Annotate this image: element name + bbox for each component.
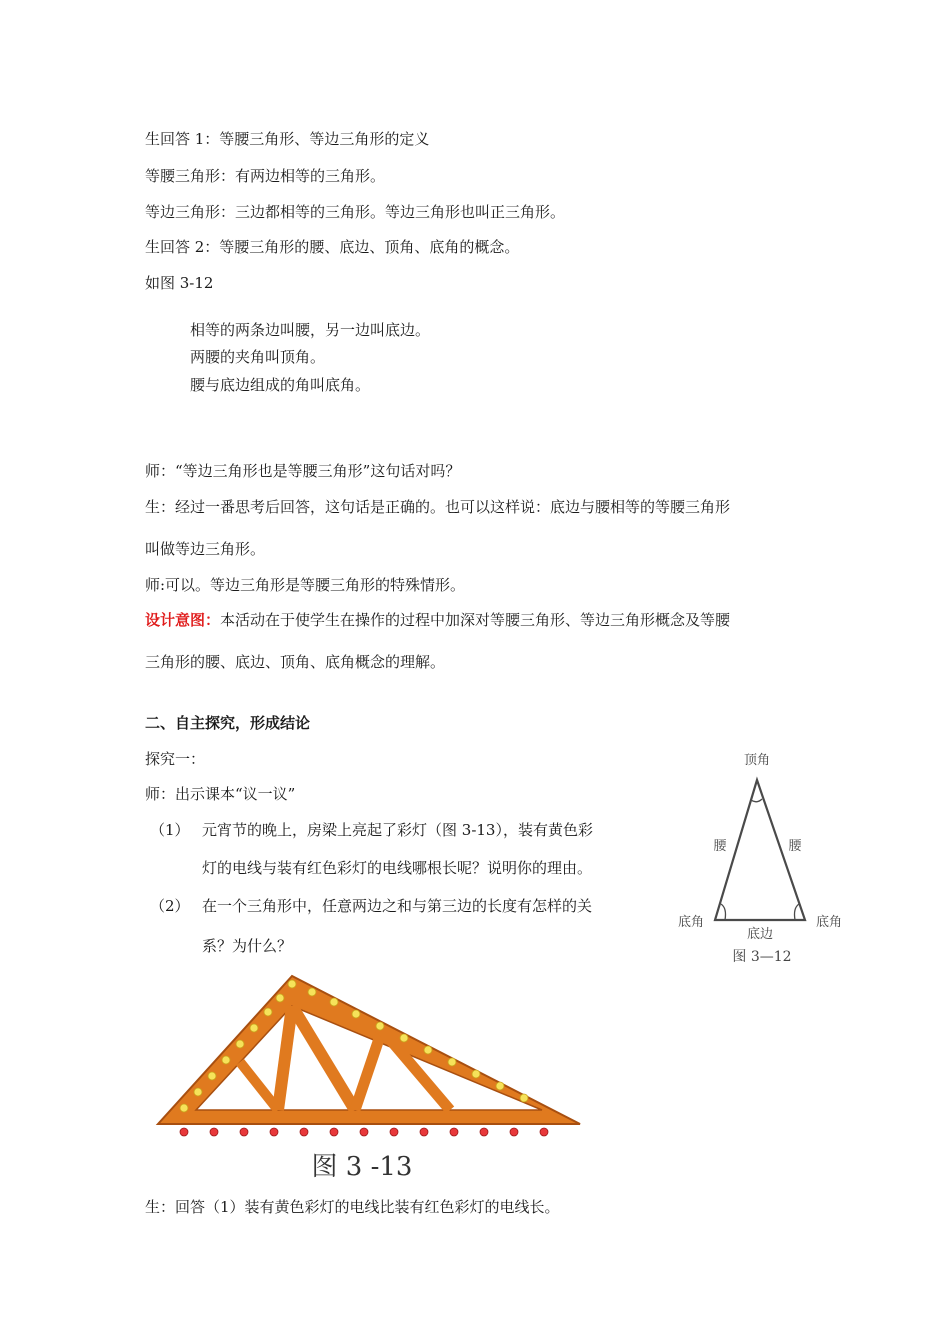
label-apex: 顶角 xyxy=(743,753,771,768)
text-line: 生回答 1：等腰三角形、等边三角形的定义 xyxy=(145,130,430,148)
base-angle-arc-right xyxy=(795,904,800,920)
text-line: 生：经过一番思考后回答，这句话是正确的。也可以这样说：底边与腰相等的等腰三角形 xyxy=(145,498,731,516)
label-base-angle-left: 底角 xyxy=(677,915,705,930)
text-line: 生：回答（1）装有黄色彩灯的电线比装有红色彩灯的电线长。 xyxy=(145,1198,560,1216)
figure-caption: 图 3 -13 xyxy=(311,1152,413,1182)
text-line: 如图 3-12 xyxy=(145,274,214,292)
question-text: 在一个三角形中，任意两边之和与第三边的长度有怎样的关 xyxy=(202,897,593,915)
label-leg-left: 腰 xyxy=(713,839,727,854)
definition-line: 相等的两条边叫腰，另一边叫底边。 xyxy=(190,321,431,339)
definition-line: 两腰的夹角叫顶角。 xyxy=(190,348,326,366)
text-line: 探究一： xyxy=(145,750,206,768)
text-line: 等边三角形：三边都相等的三角形。等边三角形也叫正三角形。 xyxy=(145,203,566,221)
definition-line: 腰与底边组成的角叫底角。 xyxy=(190,376,371,394)
design-intent-paragraph xyxy=(145,609,730,630)
label-leg-right: 腰 xyxy=(788,839,802,854)
design-intent-label: 设计意图： xyxy=(145,611,221,629)
question-number: （1） xyxy=(150,821,190,839)
label-base-angle-right: 底角 xyxy=(815,915,843,930)
question-number: （2） xyxy=(150,897,190,915)
figure-caption: 图 3—12 xyxy=(732,949,792,965)
text-line: 生回答 2：等腰三角形的腰、底边、顶角、底角的概念。 xyxy=(145,238,520,256)
apex-angle-arc xyxy=(751,799,762,802)
figure-3-12 xyxy=(665,742,855,972)
question-text: 系？为什么？ xyxy=(202,937,293,955)
label-base: 底边 xyxy=(746,927,774,942)
text-line: 师:可以。等边三角形是等腰三角形的特殊情形。 xyxy=(145,576,466,594)
base-angle-arc-left xyxy=(721,904,726,920)
text-line: 师：“等边三角形也是等腰三角形”这句话对吗？ xyxy=(145,462,461,480)
design-intent-text: 本活动在于使学生在操作的过程中加深对等腰三角形、等边三角形概念及等腰 xyxy=(220,611,731,629)
question-text: 元宵节的晚上，房梁上亮起了彩灯（图 3-13），装有黄色彩 xyxy=(202,821,593,839)
roof-truss-illustration xyxy=(150,970,590,1185)
text-line: 等腰三角形：有两边相等的三角形。 xyxy=(145,167,386,185)
text-line: 三角形的腰、底边、顶角、底角概念的理解。 xyxy=(145,653,446,671)
text-line: 师：出示课本“议一议” xyxy=(145,785,296,803)
red-lights xyxy=(180,1128,548,1136)
section-heading: 二、自主探究，形成结论 xyxy=(145,714,311,732)
figure-3-13 xyxy=(150,970,590,1185)
question-text: 灯的电线与装有红色彩灯的电线哪根长呢？说明你的理由。 xyxy=(202,859,593,877)
isosceles-triangle-diagram xyxy=(665,742,855,972)
text-line: 叫做等边三角形。 xyxy=(145,540,266,558)
